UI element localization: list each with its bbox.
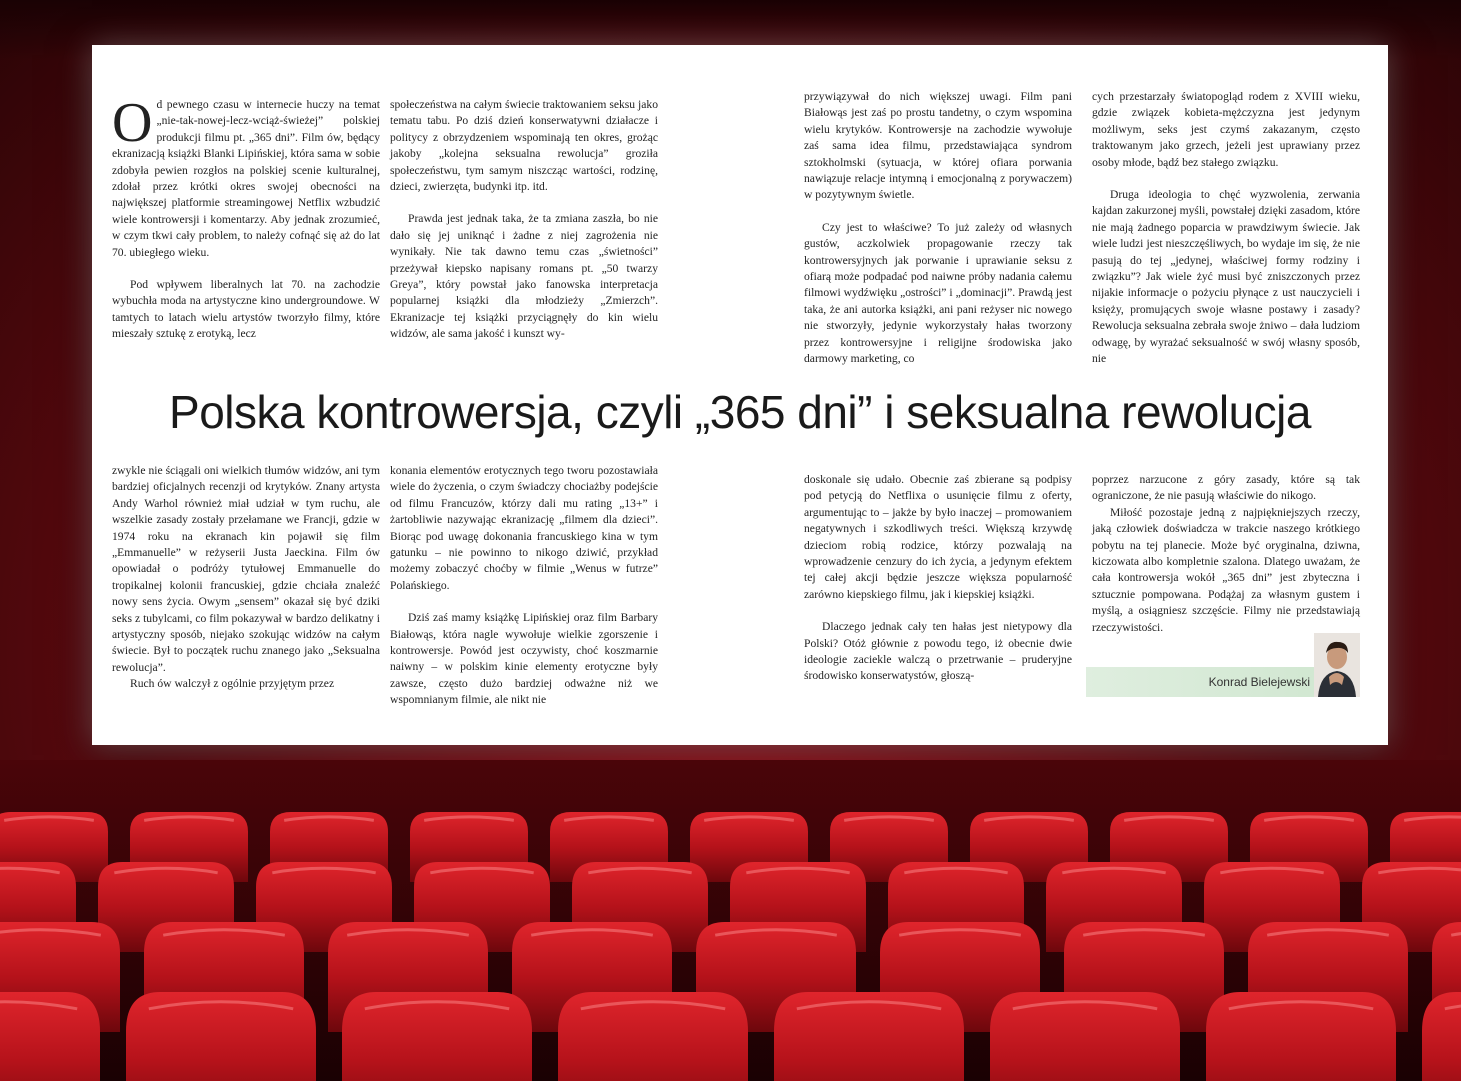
article-title: Polska kontrowersja, czyli „365 dni” i seksualna rewolucja <box>169 386 1311 438</box>
top-column-1 <box>112 92 380 343</box>
paragraph: Miłość pozostaje jedną z najpiękniejszych rzeczy, jaką człowiek doświadcza w trakcie naszego krótkiego pobytu na tej planecie. Może być oryginalna, dziwna, kiczowata albo kompletnie szalona. Dlatego uważam, że cała kontrowersja wokół „365 dni” jest zbyteczna i sztucznie pompowana. Podążaj za własnym gustem i myślą, a osiągniesz szczęście. Filmy nie przedstawiają rzeczywistości. <box>1092 505 1360 634</box>
paragraph: przywiązywał do nich większej uwagi. Film pani Białowąs jest zaś po prostu tandetny, o czym wspomina wielu krytyków. Kontrowersje na zachodzie wywołuje zaś sama idea filmu, przedstawiająca syndrom sztokholmski (sytuacja, w której ofiara porwania nawiązuje relacje intymną i emocjonalną z porywaczem) w pozytywnym świetle. <box>804 90 1072 202</box>
paragraph: poprzez narzucone z góry zasady, które są tak ograniczone, że nie pasują właściwie do nikogo. <box>1092 473 1360 503</box>
paragraph: Druga ideologia to chęć wyzwolenia, zerwania kajdan zakurzonej myśli, powstałej dzięki zasadom, które nie mają żadnego poparcia w prawdziwym świecie. Jak wiele ludzi jest nieszczęśliwych, bo wydaje im się, że nie pasują do tej „jedynej, właściwej formy rodziny i związku”? Jak wiele żyć musi być zniszczonych przez nijakie informacje o pożyciu płynące z ust nauczycieli i księży, promujących swoje własne postawy i zasady? Rewolucja seksualna zebrała swoje żniwo – dała ludziom odwagę, by wyrażać seksualność w swój własny sposób, nie <box>1092 188 1360 366</box>
bottom-column-3 <box>804 472 1072 685</box>
paragraph: Ruch ów walczył z ogólnie przyjętym przez <box>130 677 335 691</box>
author-name: Konrad Bielejewski <box>1208 675 1310 689</box>
paragraph: Dlaczego jednak cały ten hałas jest nietypowy dla Polski? Otóż głównie z powodu tego, iż obecnie dwie ideologie zaciekle walczą o przetrwanie – pruderyjne środowisko konserwatystów, głoszą- <box>804 620 1072 683</box>
cinema-seat <box>558 992 748 1081</box>
cinema-seat <box>774 992 964 1081</box>
top-column-2 <box>390 97 658 343</box>
paragraph: Dziś zaś mamy książkę Lipińskiej oraz film Barbary Białowąs, która nagle wywołuje wielkie zgorszenie i kontrowersje. Powód jest oczywisty, choć koszmarnie naiwny – w polskim kinie elementy erotyczne były zawsze, często dużo bardziej odważne niż we wspomnianym filmie, ale nikt nie <box>390 611 658 707</box>
bottom-column-2 <box>390 463 658 709</box>
paragraph: konania elementów erotycznych tego tworu pozostawiała wiele do życzenia, o czym świadczy chociażby podejście od filmu Francuzów, którzy dali mu rating „13+” i żartobliwie nazywając ekranizację „filmem dla dzieci”. Biorąc pod uwagę dokonania francuskiego kina w tym gatunku – nie powinno to nikogo dziwić, przykład możemy zobaczyć choćby w filmie „Wenus w futrze” Polańskiego. <box>390 464 658 592</box>
cinema-seat <box>990 992 1180 1081</box>
paragraph: doskonale się udało. Obecnie zaś zbierane są podpisy pod petycją do Netflixa o usunięcie filmu z oferty, argumentując to – jakże by było inaczej – promowaniem negatywnych i szkodliwych treści. Większą krzywdę dzieciom robią rodzice, którzy pozwalają na wprowadzenie cenzury do ich życia, a jedynym efektem tej całej akcji będzie jeszcze większa popularność zarówno kiepskiego filmu, jak i kiepskiej książki. <box>804 473 1072 601</box>
cinema-screen <box>92 45 1388 745</box>
cinema-seat <box>1206 992 1396 1081</box>
paragraph: Czy jest to właściwe? To już zależy od własnych gustów, aczkolwiek propagowanie rzeczy tak kontrowersyjnych jak porwanie i uprawianie seksu z ofiarą może podpadać pod naiwne próby nadania całemu filmowi wydźwięku „ostrości” i „dominacji”. Prawdą jest taka, że ani autorka książki, ani pani reżyser nic nowego nie stworzyły, jedynie wykorzystały hałas tworzony przez kontrowersyjne i religijne środowiska jako darmowy marketing, co <box>804 220 1072 366</box>
paragraph: zwykle nie ściągali oni wielkich tłumów widzów, ani tym bardziej oficjalnych recenzji od krytyków. Znany artysta Andy Warhol również miał udział w tym ruchu, ale wszelkie zasady zostały przełamane we Francji, gdzie w 1974 roku na ekranach kin pojawił się film „Emmanuelle” w reżyserii Justa Jaeckina. Film ów opowiadał o podróży tytułowej Emmanuelle do tropikalnej kolonii francuskiej, gdzie chciała znaleźć nowy sens życia. Owym „sensem” okazał się być dziki seks z tubylcami, co film pokazywał w bardzo delikatny i artystyczny sposób, niejako szokując widzów na całym świecie. Był to początek ruchu znanego jako „Seksualna rewolucja”. <box>112 464 380 674</box>
top-column-4 <box>1092 89 1360 368</box>
paragraph: Od pewnego czasu w internecie huczy na temat „nie-tak-nowej-lecz-wciąż-świeżej” polskiej produkcji filmu pt. „365 dni”. Film ów, będący ekranizacją książki Blanki Lipińskiej, która sama w sobie zdobyła pewien rozgłos na polskiej scenie kulturalnej, zdołał przez krótki okres swojej obecności na największej platformie streamingowej Netflix wzbudzić wiele kontrowersji i komentarzy. Aby jednak zrozumieć, w czym tkwi cały problem, to należy cofnąć się aż do lat 70. ubiegłego wieku. <box>112 92 380 259</box>
paragraph: cych przestarzały światopogląd rodem z XVIII wieku, gdzie związek kobieta-mężczyzna jest jedynym możliwym, seks jest czymś zakazanym, często traktowanym jako grzech, jeżeli jest uprawiany przez osoby młode, bądź bez stałego związku. <box>1092 90 1360 169</box>
person-portrait-icon <box>1314 633 1360 697</box>
top-column-3 <box>804 89 1072 368</box>
drop-cap: O <box>112 92 153 154</box>
paragraph: Pod wpływem liberalnych lat 70. na zachodzie wybuchła moda na artystyczne kino undergroundowe. W tamtych to latach wielu artystów tworzyło filmy, które mieszały sztukę z erotyką, lecz <box>112 278 380 341</box>
paragraph: społeczeństwa na całym świecie traktowaniem seksu jako tematu tabu. Po dziś dzień konserwatywni działacze i politycy z obrzydzeniem wspominają ten okres, grożąc jakoby „kolejna seksualna rewolucja” groziła społeczeństwu, tym samym niszcząc wartości, rodzinę, dzieci, zwierzęta, budynki itp. itd. <box>390 98 658 194</box>
paragraph: Prawda jest jednak taka, że ta zmiana zaszła, bo nie dało się jej uniknąć i żadne z niej zagrożenia nie wynikały. Nie tak dawno temu czas „świetności” przeżywał kiepsko napisany romans pt. „50 twarzy Greya”, który powstał jako fanowska interpretacja popularnej książki dla młodzieży „Zmierzch”. Ekranizacje tej książki przyciągnęły do kin wielu widzów, ale sama jakość i kunszt wy- <box>390 212 658 341</box>
cinema-seat <box>126 992 316 1081</box>
bottom-column-4 <box>1092 472 1360 636</box>
bottom-column-1 <box>112 463 380 693</box>
cinema-seat <box>342 992 532 1081</box>
cinema-seats-illustration <box>0 760 1461 1081</box>
